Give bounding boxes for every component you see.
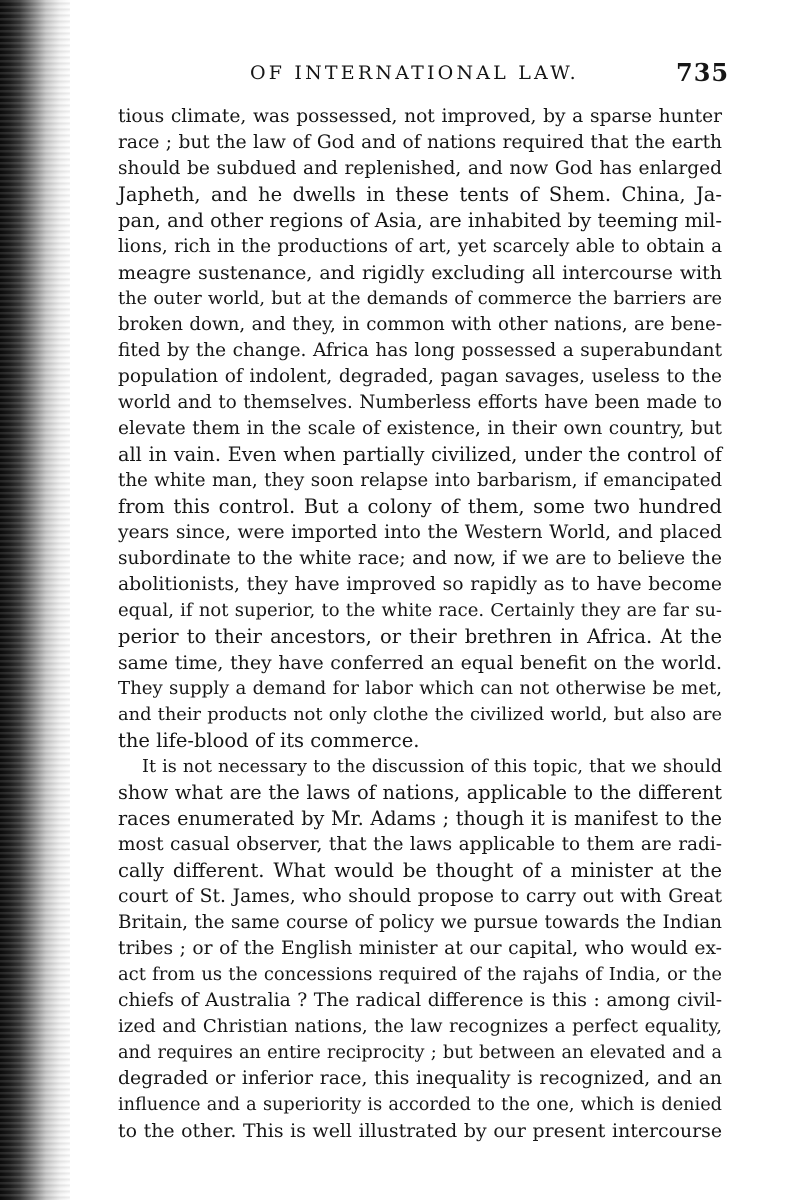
body-text xyxy=(118,104,722,1144)
text-line: subordinate to the white race; and now, if we are to believe the xyxy=(118,548,722,569)
text-line: and requires an entire reciprocity ; but between an elevated and a xyxy=(118,1043,722,1063)
text-line: degraded or inferior race, this inequality is recognized, and an xyxy=(118,1068,722,1089)
text-line: chiefs of Australia ? The radical difference is this : among civil- xyxy=(118,990,722,1011)
text-line: the outer world, but at the demands of commerce the barriers are xyxy=(118,288,722,309)
text-line: and their products not only clothe the civilized world, but also are xyxy=(118,704,722,725)
text-line: from this control. But a colony of them, some two hundred xyxy=(118,495,722,518)
text-line: abolitionists, they have improved so rapidly as to have become xyxy=(118,574,722,595)
text-line: world and to themselves. Numberless efforts have been made to xyxy=(118,392,722,413)
text-line: elevate them in the scale of existence, in their own country, but xyxy=(118,418,722,439)
text-line: influence and a superiority is accorded to the one, which is denied xyxy=(118,1095,722,1115)
page-number: 735 xyxy=(676,58,730,87)
text-line: court of St. James, who should propose to carry out with Great xyxy=(118,886,722,907)
text-line: perior to their ancestors, or their brethren in Africa. At the xyxy=(118,625,722,648)
text-line: equal, if not superior, to the white race. Certainly they are far su- xyxy=(118,600,722,621)
text-line: fited by the change. Africa has long possessed a superabundant xyxy=(118,340,722,361)
book-spine-shadow xyxy=(0,0,70,1200)
text-line: most casual observer, that the laws applicable to them are radi- xyxy=(118,834,722,855)
text-line: cally different. What would be thought of a minister at the xyxy=(118,859,722,882)
text-line: race ; but the law of God and of nations required that the earth xyxy=(118,132,722,153)
text-line: years since, were imported into the Western World, and placed xyxy=(118,522,722,543)
running-title: OF INTERNATIONAL LAW. xyxy=(250,62,579,84)
text-line: broken down, and they, in common with other nations, are bene- xyxy=(118,314,722,335)
text-line: Japheth, and he dwells in these tents of Shem. China, Ja- xyxy=(118,183,722,206)
text-line: tribes ; or of the English minister at our capital, who would ex- xyxy=(118,938,722,959)
text-line: ized and Christian nations, the law recognizes a perfect equality, xyxy=(118,1016,722,1037)
text-line: lions, rich in the productions of art, yet scarcely able to obtain a xyxy=(118,236,722,257)
text-line: pan, and other regions of Asia, are inhabited by teeming mil- xyxy=(118,209,722,232)
text-line: population of indolent, degraded, pagan savages, useless to the xyxy=(118,366,722,387)
text-line: to the other. This is well illustrated by our present intercourse xyxy=(118,1120,722,1142)
text-line: tious climate, was possessed, not improved, by a sparse hunter xyxy=(118,106,722,127)
text-line: They supply a demand for labor which can not otherwise be met, xyxy=(118,678,722,699)
text-line: meagre sustenance, and rigidly excluding all intercourse with xyxy=(118,262,722,284)
text-line: Britain, the same course of policy we pursue towards the Indian xyxy=(118,912,722,933)
text-line: the white man, they soon relapse into barbarism, if emancipated xyxy=(118,470,722,491)
text-line: all in vain. Even when partially civilized, under the control of xyxy=(118,443,722,466)
text-line: races enumerated by Mr. Adams ; though it is manifest to the xyxy=(118,807,722,830)
text-line: show what are the laws of nations, applicable to the different xyxy=(118,781,722,804)
text-line: act from us the concessions required of the rajahs of India, or the xyxy=(118,964,722,985)
paragraph-first-line: It is not necessary to the discussion of this topic, that we should xyxy=(142,757,722,777)
text-line: same time, they have conferred an equal benefit on the world. xyxy=(118,652,722,674)
text-line: should be subdued and replenished, and now God has enlarged xyxy=(118,158,722,179)
paragraph-end-line: the life-blood of its commerce. xyxy=(118,729,420,752)
